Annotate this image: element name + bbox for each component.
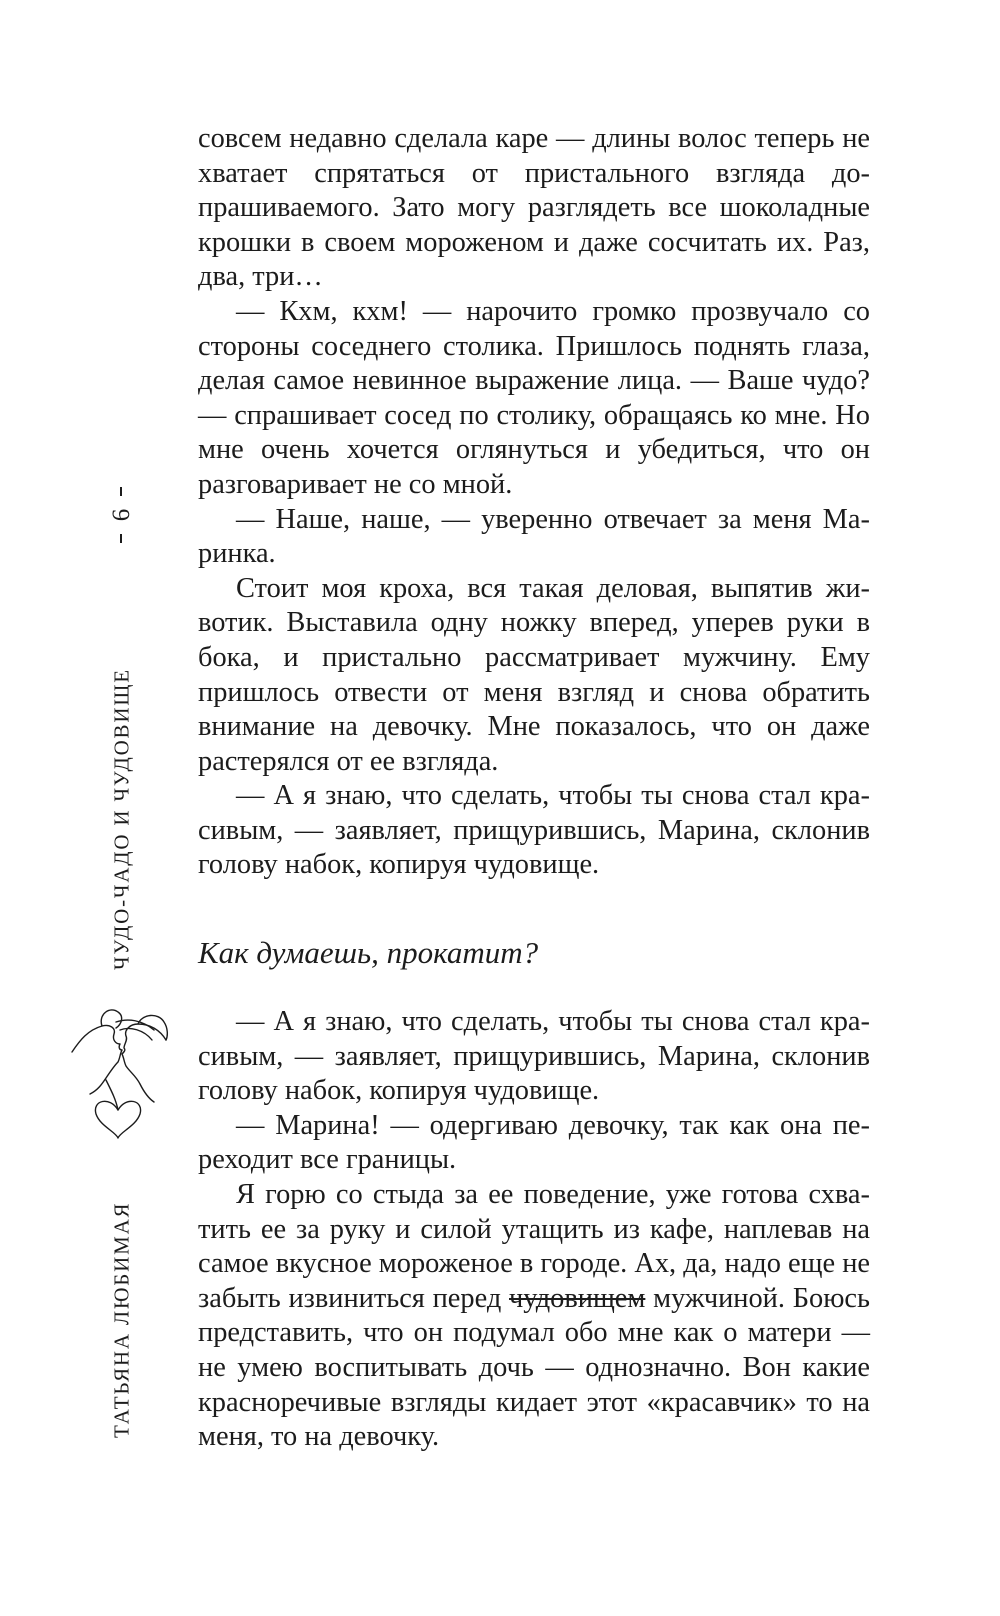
author-name-text: ТАТЬЯНА ЛЮБИМАЯ <box>109 1201 134 1438</box>
page-number <box>102 487 142 543</box>
body-text <box>198 122 870 1455</box>
section-heading: Как думаешь, прокатит? <box>198 935 539 971</box>
paragraph: Стоит моя кроха, вся такая деловая, выпятив животик. Выставила одну ножку вперед, уперев руки в бока, и пристально рассматривает мужчину. Ему пришлось отвести от меня взгляд и снова обратить внимание на девочку. Мне показалось, что он даже растерялся от ее взгляда. <box>198 572 870 777</box>
paragraph: — Кхм, кхм! — нарочито громко прозвучало со стороны соседнего столика. Пришлось поднять глаза, делая самое невинное выражение лица. — Ваше чудо? — спрашивает сосед по столику, обращаясь ко мне. Но мне очень хочется оглянуться и убедиться, что он разговаривает не со мной. <box>198 295 870 500</box>
running-title-text: ЧУДО-ЧАДО И ЧУДОВИЩЕ <box>109 668 134 970</box>
struck-word: чудовищем <box>509 1282 646 1314</box>
paragraph: — Наше, наше, — уверенно отвечает за меня Маринка. <box>198 503 870 570</box>
paragraph: — А я знаю, что сделать, чтобы ты снова стал красивым, — заявляет, прищурившись, Марина, склонив голову набок, копируя чудовище. <box>198 780 870 881</box>
text-run: мужчиной. Боюсь представить, что он подумал обо мне как о матери — не умею воспитывать дочь — однозначно. Вон какие красноречивые взгляды кидает этот «красавчик» то на меня, то на девочку. <box>198 1282 870 1453</box>
text-run: Я горю со стыда за ее поведение, уже готова схватить ее за руку и силой утащить из кафе, наплевав на самое вкусное мороженое в городе. Ах, да, надо еще не забыть извиниться перед <box>198 1179 870 1314</box>
folio-rule-bottom <box>120 534 122 543</box>
page-number-text: 6 <box>108 508 135 522</box>
paragraph-with-strikethrough <box>198 1178 870 1455</box>
paragraph: совсем недавно сделала каре — длины волос теперь не хватает спрятаться от пристального взгляда допрашиваемого. Зато могу разглядеть все шоколадные крошки в своем мороженом и даже сосчитать их. Раз, два, три… <box>198 123 870 293</box>
paragraph: — А я знаю, что сделать, чтобы ты снова стал красивым, — заявляет, прищурившись, Марина, склонив голову набок, копируя чудовище. <box>198 1006 870 1107</box>
couple-kiss-line-art-icon <box>58 1000 178 1140</box>
paragraph: — Марина! — одергиваю девочку, так как она переходит все границы. <box>198 1109 870 1176</box>
